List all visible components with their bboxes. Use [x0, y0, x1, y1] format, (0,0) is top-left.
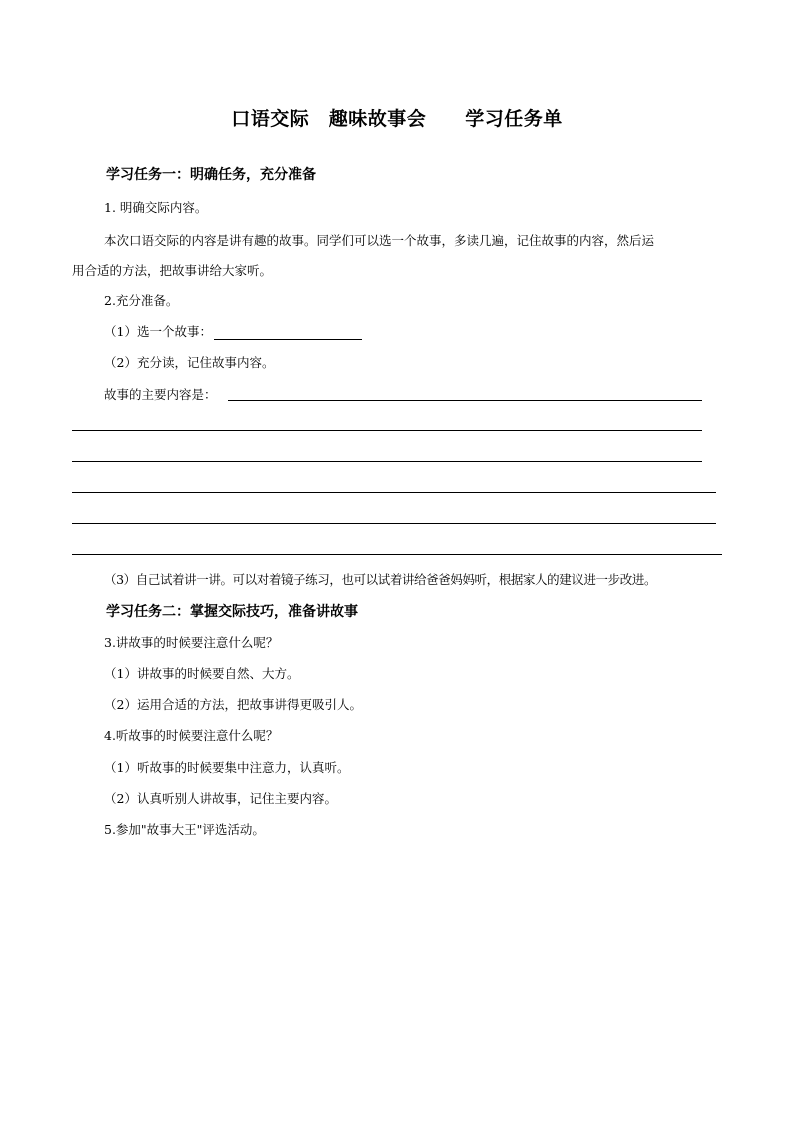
task1-paragraph-line2: 用合适的方法，把故事讲给大家听。	[72, 263, 273, 278]
task2-q4-answer1: （1）听故事的时候要集中注意力，认真听。	[104, 760, 350, 775]
main-content-blank-2[interactable]	[72, 430, 702, 431]
story-name-blank[interactable]	[214, 325, 362, 340]
task1-paragraph-line1: 本次口语交际的内容是讲有趣的故事。同学们可以选一个故事，多读几遍，记住故事的内容，然后运	[104, 233, 655, 248]
main-content-blank-3[interactable]	[72, 461, 702, 462]
task1-sub1-label: （1）选一个故事：	[104, 324, 212, 339]
task2-q5: 5.参加"故事大王"评选活动。	[104, 822, 265, 837]
page-title: 口语交际 趣味故事会 学习任务单	[231, 108, 563, 130]
task2-q4: 4.听故事的时候要注意什么呢？	[104, 728, 279, 743]
task2-q3-answer1: （1）讲故事的时候要自然、大方。	[104, 666, 300, 681]
main-content-blank-4[interactable]	[72, 492, 716, 493]
task1-item1: 1. 明确交际内容。	[104, 200, 208, 215]
task2-q4-answer2: （2）认真听别人讲故事，记住主要内容。	[104, 791, 337, 806]
task1-sub2: （2）充分读，记住故事内容。	[104, 355, 275, 370]
main-content-label: 故事的主要内容是：	[104, 387, 217, 402]
task1-sub1-row	[104, 324, 362, 340]
task2-q3: 3.讲故事的时候要注意什么呢？	[104, 635, 279, 650]
task2-q3-answer2: （2）运用合适的方法，把故事讲得更吸引人。	[104, 697, 362, 712]
task2-heading: 学习任务二：掌握交际技巧，准备讲故事	[106, 604, 358, 620]
main-content-blank-6[interactable]	[72, 554, 722, 555]
main-content-blank-5[interactable]	[72, 523, 716, 524]
task1-heading: 学习任务一：明确任务，充分准备	[106, 167, 316, 183]
task1-sub3: （3）自己试着讲一讲。可以对着镜子练习，也可以试着讲给爸爸妈妈听，根据家人的建议进一步改进。	[104, 572, 657, 587]
main-content-blank-1[interactable]	[228, 400, 702, 401]
task1-item2: 2.充分准备。	[104, 293, 179, 308]
